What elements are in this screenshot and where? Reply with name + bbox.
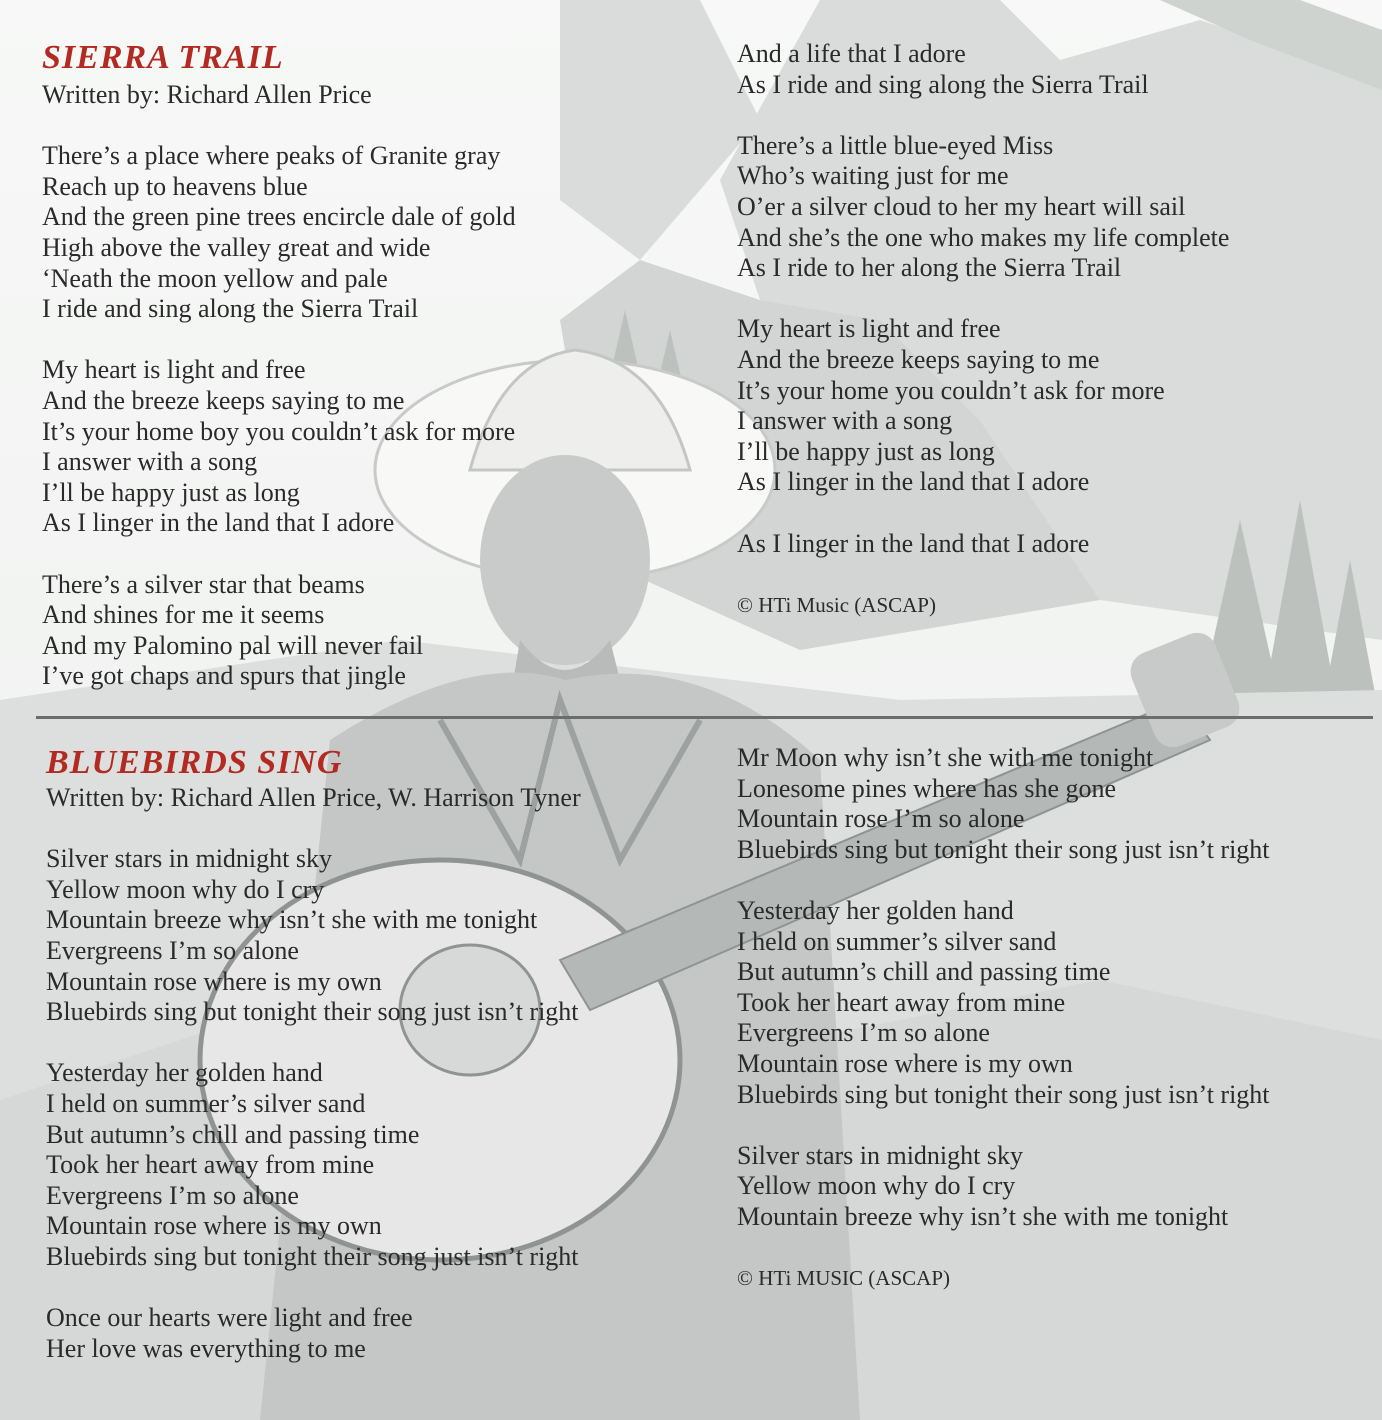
lyric-line: Her love was everything to me (46, 1333, 366, 1363)
lyric-line: High above the valley great and wide (42, 232, 431, 262)
lyric-line: Silver stars in midnight sky (737, 1140, 1023, 1170)
lyric-line: Mountain rose where is my own (737, 1048, 1073, 1078)
song2-right-column (737, 743, 1270, 1294)
lyric-line: Bluebirds sing but tonight their song just isn’t right (46, 997, 579, 1027)
lyric-line: I ride and sing along the Sierra Trail (42, 294, 419, 324)
lyric-line: My heart is light and free (42, 355, 306, 385)
lyric-line: Bluebirds sing but tonight their song just isn’t right (46, 1241, 579, 1271)
lyric-line: And the breeze keeps saying to me (42, 385, 405, 415)
lyric-line: I’ll be happy just as long (737, 436, 995, 466)
song2-right-lyrics (737, 743, 1270, 1233)
lyric-line: There’s a little blue-eyed Miss (737, 130, 1054, 160)
song2-left-lyrics (46, 844, 581, 1364)
lyric-line: As I linger in the land that I adore (737, 528, 1090, 558)
lyric-line: As I linger in the land that I adore (42, 508, 395, 538)
lyric-line: Once our hearts were light and free (46, 1303, 413, 1333)
lyric-line: And shines for me it seems (42, 600, 325, 630)
song-title: SIERRA TRAIL (42, 39, 284, 76)
song-credit: Written by: Richard Allen Price, W. Harrison Tyner (46, 783, 581, 812)
lyric-line: It’s your home boy you couldn’t ask for more (42, 416, 516, 446)
copyright-notice: © HTi MUSIC (ASCAP) (737, 1266, 950, 1291)
lyric-line: Yellow moon why do I cry (737, 1171, 1016, 1201)
lyric-line: Evergreens I’m so alone (737, 1018, 990, 1048)
lyric-line: Who’s waiting just for me (737, 161, 1009, 191)
lyric-line: I answer with a song (42, 447, 258, 477)
song1-right-lyrics (737, 39, 1229, 559)
lyric-line: Evergreens I’m so alone (46, 935, 299, 965)
section-divider (36, 716, 1373, 719)
lyric-line: Mountain breeze why isn’t she with me tonight (46, 905, 538, 935)
lyric-line: Yellow moon why do I cry (46, 874, 325, 904)
lyric-line: As I ride and sing along the Sierra Trail (737, 69, 1149, 99)
lyric-line: There’s a place where peaks of Granite gray (42, 141, 501, 171)
song-credit: Written by: Richard Allen Price (42, 80, 372, 109)
lyric-line: Mr Moon why isn’t she with me tonight (737, 743, 1154, 772)
song-title: BLUEBIRDS SING (46, 744, 343, 781)
lyric-line: Took her heart away from mine (737, 987, 1066, 1017)
lyric-line: Evergreens I’m so alone (46, 1180, 299, 1210)
lyric-line: Lonesome pines where has she gone (737, 773, 1117, 803)
lyric-line: Reach up to heavens blue (42, 171, 308, 201)
copyright-notice: © HTi Music (ASCAP) (737, 592, 936, 617)
lyric-line: Mountain breeze why isn’t she with me tonight (737, 1201, 1229, 1231)
lyric-line: I held on summer’s silver sand (737, 926, 1057, 956)
lyric-line: Bluebirds sing but tonight their song just isn’t right (737, 834, 1270, 864)
lyric-line: But autumn’s chill and passing time (737, 957, 1111, 987)
lyric-line: Yesterday her golden hand (46, 1058, 323, 1088)
lyric-line: And the green pine trees encircle dale of gold (42, 202, 516, 232)
lyric-line: Mountain rose where is my own (46, 1211, 382, 1241)
lyric-line: I held on summer’s silver sand (46, 1088, 366, 1118)
lyric-line: O’er a silver cloud to her my heart will sail (737, 191, 1186, 221)
song1-right-column (737, 39, 1229, 620)
lyric-line: And she’s the one who makes my life complete (737, 222, 1230, 252)
lyric-line: As I ride to her along the Sierra Trail (737, 253, 1122, 283)
lyric-line: My heart is light and free (737, 314, 1001, 344)
song2-left-column (46, 743, 581, 1364)
lyric-line: It’s your home you couldn’t ask for more (737, 375, 1165, 405)
lyric-line: ‘Neath the moon yellow and pale (42, 263, 388, 293)
lyric-line: Yesterday her golden hand (737, 895, 1014, 925)
lyric-line: I answer with a song (737, 406, 953, 436)
lyric-line: Took her heart away from mine (46, 1150, 375, 1180)
song1-left-column (42, 38, 516, 692)
lyric-line: Mountain rose I’m so alone (737, 804, 1025, 834)
lyric-line: I’ll be happy just as long (42, 477, 300, 507)
lyric-line: I’ve got chaps and spurs that jingle (42, 661, 406, 691)
lyric-line: Silver stars in midnight sky (46, 844, 332, 874)
lyric-line: There’s a silver star that beams (42, 569, 365, 599)
lyric-line: Bluebirds sing but tonight their song just isn’t right (737, 1079, 1270, 1109)
lyric-line: But autumn’s chill and passing time (46, 1119, 420, 1149)
lyric-line: And my Palomino pal will never fail (42, 630, 424, 660)
lyric-line: As I linger in the land that I adore (737, 467, 1090, 497)
lyric-line: Mountain rose where is my own (46, 966, 382, 996)
song1-left-lyrics (42, 141, 516, 692)
lyric-line: And a life that I adore (737, 39, 966, 68)
lyric-line: And the breeze keeps saying to me (737, 344, 1100, 374)
